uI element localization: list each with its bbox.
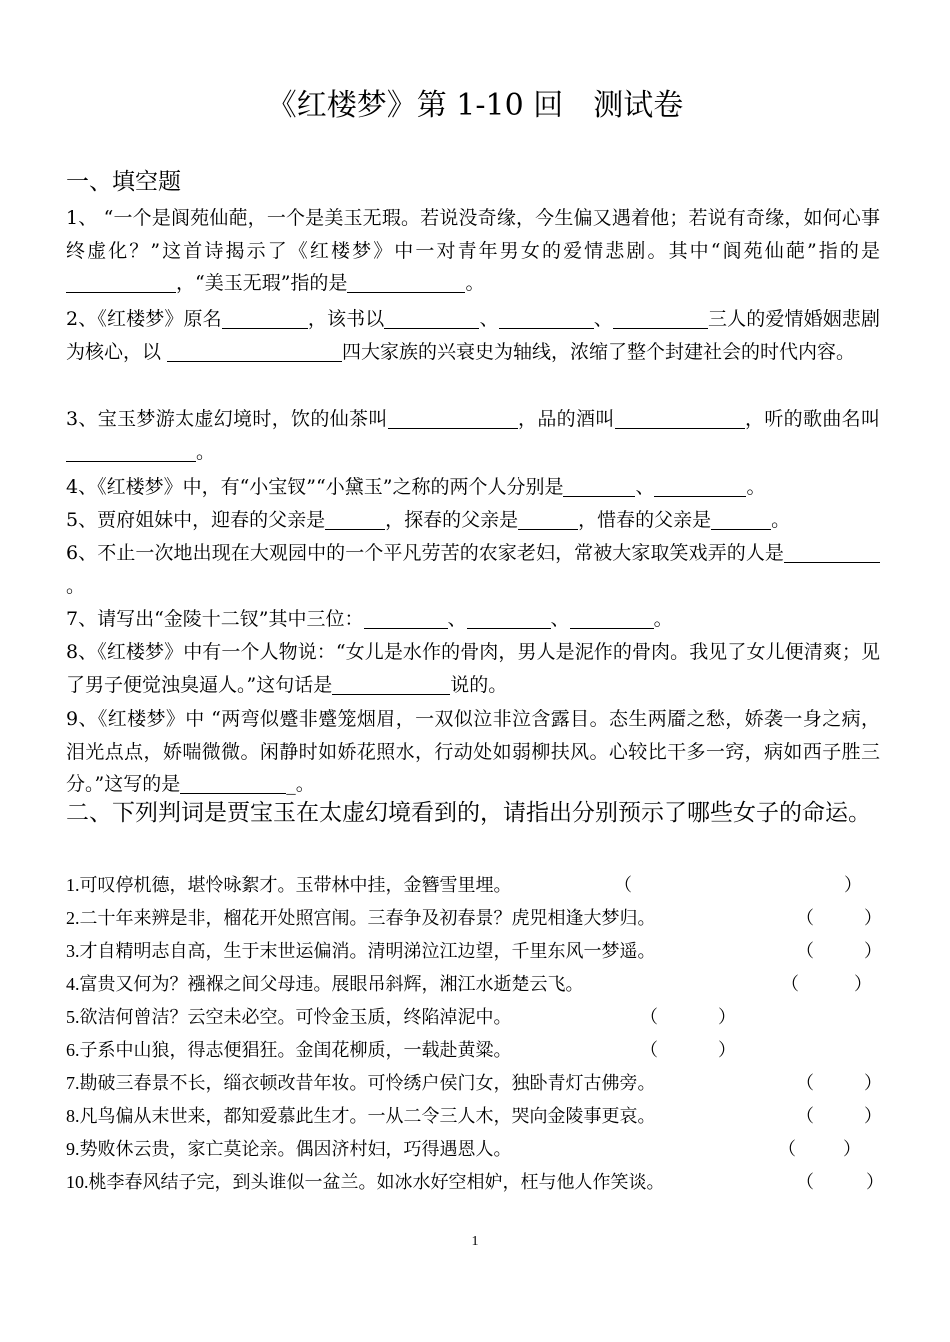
answer-paren-open[interactable]: （ [614, 875, 632, 895]
q6-blank-1[interactable] [784, 540, 880, 563]
judgment-text: 8.凡鸟偏从末世来，都知爱慕此生才。一从二令三人木，哭向金陵事更哀。 [66, 1106, 656, 1126]
q2-blank-3[interactable] [499, 306, 594, 329]
q7-text-a: 7、请写出“金陵十二钗”其中三位： [66, 608, 364, 630]
q7-sep-2: 、 [550, 608, 570, 630]
judgment-text: 1.可叹停机德，堪怜咏絮才。玉带林中挂，金簪雪里埋。 [66, 875, 512, 895]
q3-text-c: ，听的歌曲名叫 [744, 408, 880, 430]
answer-paren-close[interactable]: ） [844, 875, 862, 895]
q3-blank-3[interactable] [66, 439, 196, 462]
question-8 [66, 636, 880, 701]
q3-blank-2[interactable] [615, 406, 745, 429]
judgment-item [66, 903, 886, 933]
q4-blank-2[interactable] [654, 474, 746, 497]
judgment-item [66, 1167, 886, 1197]
q4-blank-1[interactable] [563, 474, 635, 497]
q9-text-a: 9、《红楼梦》中 “两弯似蹙非蹙笼烟眉，一双似泣非泣含露目。态生两靥之愁，娇袭一身之病，泪光点点，娇喘微微。闲静时如娇花照水，行动处如弱柳扶风。心较比干多一窍，病如西子胜三分。”这写的是 [66, 708, 880, 796]
answer-paren-close[interactable]: ） [864, 1106, 882, 1126]
answer-paren-close[interactable]: ） [864, 908, 882, 928]
q1-blank-2[interactable] [347, 270, 465, 293]
q1-text-a: 1、 “一个是阆苑仙葩，一个是美玉无瑕。若说没奇缘，今生偏又遇着他；若说有奇缘，如何心事终虚化？”这首诗揭示了《红楼梦》中一对青年男女的爱情悲剧。其中“阆苑仙葩”指的是 [66, 207, 880, 262]
q2-blank-2[interactable] [384, 306, 479, 329]
answer-paren-open[interactable]: （ [796, 908, 814, 928]
answer-paren-open[interactable]: （ [796, 941, 814, 961]
question-6 [66, 537, 880, 602]
answer-paren-open[interactable]: （ [781, 974, 799, 994]
answer-paren-open[interactable]: （ [796, 1106, 814, 1126]
judgment-item [66, 1002, 886, 1032]
q5-blank-2[interactable] [518, 507, 578, 530]
q1-text-c: 。 [465, 272, 485, 295]
q5-text-a: 5、贾府姐妹中，迎春的父亲是 [66, 509, 326, 531]
judgment-item [66, 936, 886, 966]
question-7 [66, 603, 880, 636]
section-2-title: 二、下列判词是贾宝玉在太虚幻境看到的，请指出分别预示了哪些女子的命运。 [66, 800, 871, 826]
q5-blank-3[interactable] [711, 507, 771, 530]
judgment-text: 3.才自精明志自高，生于末世运偏消。清明涕泣江边望，千里东风一梦遥。 [66, 941, 656, 961]
q2-blank-1[interactable] [222, 306, 308, 329]
q8-blank-1[interactable] [332, 672, 450, 695]
q1-blank-1[interactable] [66, 270, 176, 293]
answer-paren-close[interactable]: ） [854, 974, 872, 994]
q3-blank-1[interactable] [388, 406, 518, 429]
q3-text-b: ，品的酒叫 [517, 408, 615, 430]
question-2 [66, 303, 880, 368]
judgment-item [66, 1035, 886, 1065]
q5-text-b: ，探春的父亲是 [385, 509, 519, 531]
q2-sep-1: 、 [479, 308, 499, 330]
judgment-text: 10.桃李春风结子完，到头谁似一盆兰。如冰水好空相妒，枉与他人作笑谈。 [66, 1172, 665, 1192]
question-9 [66, 703, 880, 801]
answer-paren-open[interactable]: （ [640, 1040, 658, 1060]
q7-blank-1[interactable] [364, 606, 448, 629]
q5-text-c: ，惜春的父亲是 [578, 509, 712, 531]
q8-text-b: 说的。 [450, 673, 508, 696]
q9-text-b: _。 [286, 773, 315, 796]
page-number: 1 [471, 1234, 479, 1249]
judgment-text: 9.势败休云贵，家亡莫论亲。偶因济村妇，巧得遇恩人。 [66, 1139, 512, 1159]
q3-text-a: 3、宝玉梦游太虚幻境时，饮的仙茶叫 [66, 408, 388, 430]
section-1-title: 一、填空题 [66, 169, 181, 195]
judgment-text: 6.子系中山狼，得志便猖狂。金闺花柳质，一载赴黄粱。 [66, 1040, 512, 1060]
judgment-text: 4.富贵又何为？襁褓之间父母违。展眼吊斜辉，湘江水逝楚云飞。 [66, 974, 584, 994]
judgment-item [66, 969, 886, 999]
q6-text-b: 。 [66, 574, 86, 597]
q2-text-d: 四大家族的兴衰史为轴线，浓缩了整个封建社会的时代内容。 [342, 340, 856, 363]
q5-text-d: 。 [771, 509, 791, 531]
answer-paren-close[interactable]: ） [864, 1073, 882, 1093]
answer-paren-close[interactable]: ） [864, 941, 882, 961]
answer-paren-open[interactable]: （ [778, 1139, 796, 1159]
judgment-item [66, 870, 886, 900]
q2-text-a: 2、《红楼梦》原名 [66, 308, 222, 330]
judgment-item [66, 1101, 886, 1131]
judgment-text: 7.勘破三春景不长，缁衣顿改昔年妆。可怜绣户侯门女，独卧青灯古佛旁。 [66, 1073, 656, 1093]
q7-sep-1: 、 [447, 608, 467, 630]
q7-text-b: 。 [653, 608, 673, 630]
q2-sep-2: 、 [593, 308, 613, 330]
q2-blank-5[interactable] [167, 339, 342, 362]
judgment-item [66, 1068, 886, 1098]
answer-paren-open[interactable]: （ [796, 1172, 814, 1192]
q7-blank-3[interactable] [570, 606, 654, 629]
judgment-item [66, 1134, 886, 1164]
question-1 [66, 202, 880, 300]
q8-text-a: 8、《红楼梦》中有一个人物说：“女儿是水作的骨肉，男人是泥作的骨肉。我见了女儿便清爽；见了男子便觉浊臭逼人。”这句话是 [66, 641, 880, 696]
answer-paren-open[interactable]: （ [796, 1073, 814, 1093]
judgment-text: 5.欲洁何曾洁？云空未必空。可怜金玉质，终陷淖泥中。 [66, 1007, 512, 1027]
q1-text-b: ，“美玉无瑕”指的是 [176, 272, 348, 295]
answer-paren-close[interactable]: ） [866, 1172, 884, 1192]
q4-sep: 、 [635, 476, 655, 498]
page-title: 《红楼梦》第 1-10 回 测试卷 [266, 88, 684, 123]
judgment-text: 2.二十年来辨是非，榴花开处照宫闱。三春争及初春景？虎兕相逢大梦归。 [66, 908, 656, 928]
q2-blank-4[interactable] [613, 306, 708, 329]
q7-blank-2[interactable] [467, 606, 551, 629]
question-3 [66, 403, 880, 468]
q3-text-d: 。 [196, 440, 216, 463]
answer-paren-open[interactable]: （ [640, 1007, 658, 1027]
q2-text-c: 三人的爱情婚姻悲剧为核心，以 [66, 308, 880, 363]
question-4 [66, 471, 880, 504]
answer-paren-close[interactable]: ） [718, 1007, 736, 1027]
q2-text-b: ，该书以 [307, 308, 385, 330]
q4-text-b: 。 [746, 476, 766, 498]
q9-blank-1[interactable] [180, 771, 286, 794]
question-5 [66, 504, 880, 537]
answer-paren-close[interactable]: ） [718, 1040, 736, 1060]
q6-text-a: 6、不止一次地出现在大观园中的一个平凡劳苦的农家老妇，常被大家取笑戏弄的人是 [66, 542, 784, 564]
q4-text-a: 4、《红楼梦》中，有“小宝钗”“小黛玉”之称的两个人分别是 [66, 476, 564, 498]
answer-paren-close[interactable]: ） [843, 1139, 861, 1159]
q5-blank-1[interactable] [325, 507, 385, 530]
